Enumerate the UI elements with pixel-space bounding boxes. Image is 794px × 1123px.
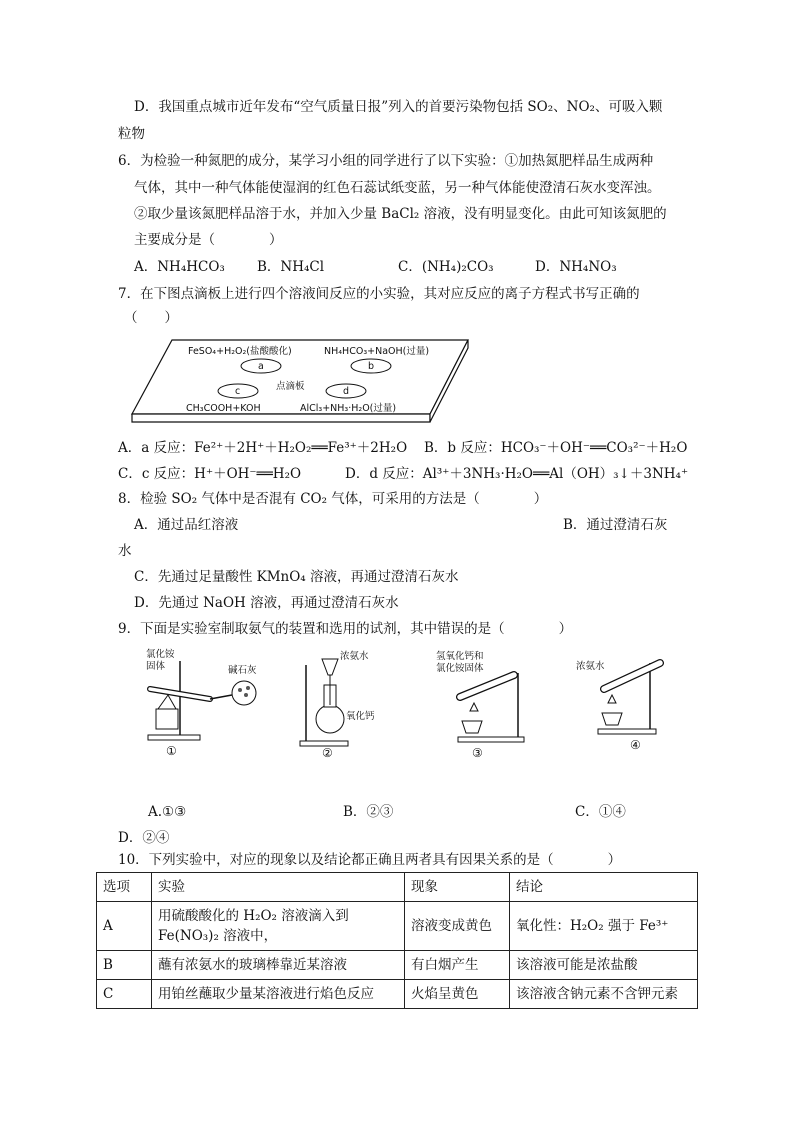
q9-option-d: D．②④ (118, 830, 170, 846)
fig-label-top-right: NH₄HCO₃+NaOH(过量) (324, 346, 430, 357)
q9-stem: 9．下面是实验室制取氨气的装置和选用的试剂，其中错误的是（ ） (118, 621, 573, 637)
spot-plate-figure (128, 334, 472, 426)
row-c-phenomenon: 火焰呈黄色 (405, 980, 510, 1009)
header-experiment: 实验 (152, 873, 405, 902)
ammonia-apparatus-figure (140, 645, 680, 765)
q7-option-d: D．d 反应：Al³⁺＋3NH₃·H₂O══Al（OH）₃↓＋3NH₄⁺ (345, 466, 689, 482)
well-c-label: c (235, 386, 241, 397)
apparatus-2-label-1: 浓氨水 (340, 651, 369, 662)
well-a-label: a (258, 361, 264, 372)
q8-option-a: A．通过品红溶液 (134, 517, 239, 533)
row-c-conclusion: 该溶液含钠元素不含钾元素 (510, 980, 698, 1009)
apparatus-2-num: ② (322, 746, 333, 760)
fig-label-bottom-left: CH₃COOH+KOH (186, 403, 261, 414)
q7-option-a: A．a 反应：Fe²⁺＋2H⁺＋H₂O₂══Fe³⁺＋2H₂O (118, 440, 408, 456)
q8-option-b-cont: 水 (118, 543, 132, 559)
apparatus-4-num: ④ (630, 738, 641, 752)
table-row (97, 951, 698, 980)
apparatus-4-label-1: 浓氨水 (576, 661, 605, 672)
fig-label-top-left: FeSO₄+H₂O₂(盐酸酸化) (188, 346, 292, 357)
apparatus-1-num: ① (166, 744, 177, 758)
apparatus-2 (300, 650, 375, 760)
apparatus-2-label-2: 氧化钙 (346, 711, 375, 722)
fig-label-bottom-right: AlCl₃+NH₃·H₂O(过量) (300, 403, 397, 414)
q8-option-b: B．通过澄清石灰 (563, 517, 668, 533)
row-a-experiment-line1: 用硫酸酸化的 H₂O₂ 溶液滴入到 (158, 908, 349, 924)
apparatus-3 (436, 650, 524, 760)
apparatus-4 (576, 660, 660, 752)
row-a-conclusion: 氧化性：H₂O₂ 强于 Fe³⁺ (510, 902, 698, 951)
row-c-experiment: 用铂丝蘸取少量某溶液进行焰色反应 (152, 980, 405, 1009)
table-row (97, 902, 698, 951)
row-b-option: B (97, 951, 152, 980)
q7-option-b: B．b 反应：HCO₃⁻＋OH⁻══CO₃²⁻＋H₂O (424, 440, 688, 456)
q5-option-d-cont: 粒物 (118, 126, 145, 142)
q6-stem-line2: 气体，其中一种气体能使湿润的红色石蕊试纸变蓝，另一种气体能使澄清石灰水变浑浊。 (134, 180, 661, 196)
apparatus-3-label-1: 氢氧化钙和 (436, 651, 484, 662)
q8-option-d: D．先通过 NaOH 溶液，再通过澄清石灰水 (134, 595, 399, 611)
q10-stem: 10．下列实验中，对应的现象以及结论都正确且两者具有因果关系的是（ ） (118, 852, 622, 868)
well-d-label: d (343, 386, 350, 397)
q10-table (96, 872, 698, 1009)
q7-stem-line1: 7．在下图点滴板上进行四个溶液间反应的小实验，其对应反应的离子方程式书写正确的 (118, 286, 640, 302)
table-header-row (97, 873, 698, 902)
row-b-experiment: 蘸有浓氨水的玻璃棒靠近某溶液 (152, 951, 405, 980)
q9-option-a: A.①③ (148, 804, 187, 820)
q9-option-c: C．①④ (575, 804, 626, 820)
q8-stem: 8．检验 SO₂ 气体中是否混有 CO₂ 气体，可采用的方法是（ ） (118, 491, 548, 507)
q6-stem-line4: 主要成分是（ ） (134, 232, 283, 248)
q6-option-d: D．NH₄NO₃ (535, 259, 617, 275)
apparatus-1-label-1: 氯化铵 (146, 649, 175, 660)
row-a-experiment (152, 902, 405, 951)
row-a-option: A (97, 902, 152, 951)
fig-label-center: 点滴板 (276, 381, 305, 392)
q6-option-a: A．NH₄HCO₃ (134, 259, 225, 275)
q9-option-b: B．②③ (343, 804, 394, 820)
row-b-conclusion: 该溶液可能是浓盐酸 (510, 951, 698, 980)
table-row (97, 980, 698, 1009)
apparatus-1 (146, 648, 257, 758)
spot-plate-front (132, 414, 430, 422)
q6-stem-line1: 6．为检验一种氮肥的成分，某学习小组的同学进行了以下实验：①加热氮肥样品生成两种 (118, 153, 654, 169)
row-a-experiment-line2: Fe(NO₃)₂ 溶液中， (158, 928, 278, 944)
q5-option-d: D．我国重点城市近年发布“空气质量日报”列入的首要污染物包括 SO₂、NO₂、可吸入颗 (134, 99, 663, 115)
well-b-label: b (368, 361, 375, 372)
header-phenomenon: 现象 (405, 873, 510, 902)
q6-option-c: C．(NH₄)₂CO₃ (398, 259, 494, 275)
apparatus-3-label-2: 氯化铵固体 (436, 663, 484, 674)
q7-option-c: C．c 反应：H⁺＋OH⁻══H₂O (118, 466, 302, 482)
q6-option-b: B．NH₄Cl (257, 259, 325, 275)
apparatus-1-label-2: 固体 (146, 661, 166, 672)
apparatus-1-label-3: 碱石灰 (228, 665, 257, 676)
row-b-phenomenon: 有白烟产生 (405, 951, 510, 980)
q7-stem-line2: （ ） (124, 310, 178, 326)
row-a-phenomenon: 溶液变成黄色 (405, 902, 510, 951)
q6-stem-line3: ②取少量该氮肥样品溶于水，并加入少量 BaCl₂ 溶液，没有明显变化。由此可知该氮肥的 (134, 206, 667, 222)
apparatus-3-num: ③ (472, 746, 483, 760)
q8-option-c: C．先通过足量酸性 KMnO₄ 溶液，再通过澄清石灰水 (134, 569, 459, 585)
row-c-option: C (97, 980, 152, 1009)
header-option: 选项 (97, 873, 152, 902)
header-conclusion: 结论 (510, 873, 698, 902)
